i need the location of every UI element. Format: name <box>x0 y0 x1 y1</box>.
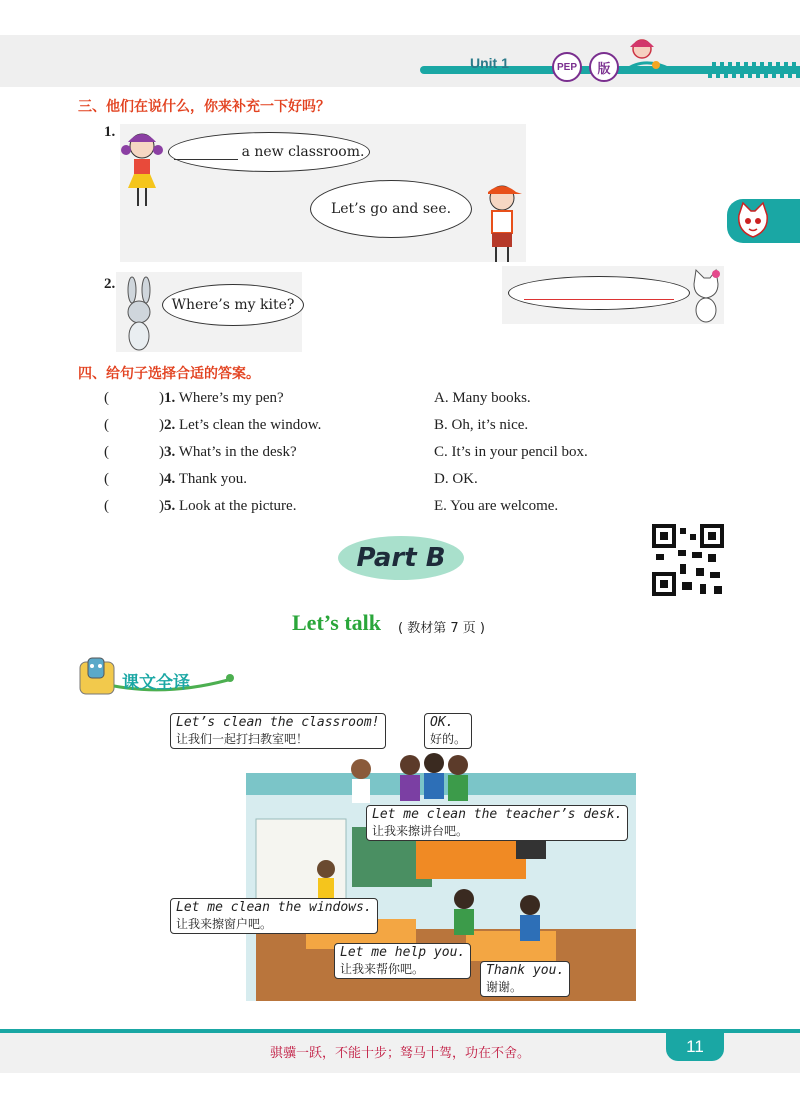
question-number: 5. <box>164 498 176 514</box>
answer-paren-open: ( <box>104 390 109 406</box>
comic-bubble-6-zh: 谢谢。 <box>486 980 523 994</box>
question-number: 2. <box>164 417 176 433</box>
classroom-comic <box>166 709 636 1001</box>
comic-bubble-5 <box>334 943 471 979</box>
answer-paren-open: ( <box>104 417 109 433</box>
boy-character-icon <box>476 178 526 264</box>
part-b-badge <box>338 536 464 580</box>
cat-character-icon <box>686 266 726 324</box>
comic-bubble-3-en: Let me clean the teacher’s desk. <box>372 807 623 822</box>
answer-paren-open: ( <box>104 444 109 460</box>
side-tab <box>727 199 800 243</box>
answer-paren-open: ( <box>104 471 109 487</box>
answer-paren-close: ) <box>159 471 164 487</box>
comic-bubble-4-en: Let me clean the windows. <box>176 900 372 915</box>
question-text: Where’s my pen? <box>178 390 284 406</box>
answer-option-d: D. OK. <box>434 471 478 487</box>
girl-mascot-icon <box>612 35 672 75</box>
speech-bubble-1a <box>168 132 370 172</box>
speech-bubble-2b <box>508 276 690 310</box>
comic-bubble-1 <box>170 713 386 749</box>
header-band <box>0 35 800 87</box>
question-text: Thank you. <box>178 471 248 487</box>
section3-title: 三、他们在说什么，你来补充一下好吗？ <box>78 99 330 115</box>
answer-paren-close: ) <box>159 444 164 460</box>
bubble-1a-text: a new classroom. <box>241 144 365 160</box>
comic-bubble-1-zh: 让我们一起打扫教室吧！ <box>176 732 309 746</box>
bubble-2a-text: Where’s my kite? <box>171 297 295 313</box>
footer-motto: 骐骥一跃，不能十步；驽马十驾，功在不舍。 <box>269 1046 530 1061</box>
edition-badge: 版 <box>589 52 619 82</box>
question-row <box>104 417 321 434</box>
comic-bubble-4-zh: 让我来擦窗户吧。 <box>176 917 273 931</box>
part-b-label: Part B <box>356 543 446 573</box>
translation-label: 课文全译 <box>122 673 190 693</box>
comic-bubble-2-en: OK. <box>430 715 454 730</box>
question-number: 1. <box>164 390 176 406</box>
comic-bubble-2-zh: 好的。 <box>430 732 467 746</box>
unit-label: Unit 1 <box>470 55 509 71</box>
question-text: What’s in the desk? <box>178 444 297 460</box>
question-row <box>104 444 297 461</box>
answer-blank[interactable] <box>174 145 238 160</box>
item-1-number: 1. <box>104 124 116 140</box>
comic-bubble-6 <box>480 961 570 997</box>
lets-talk-title: Let’s talk <box>292 610 382 635</box>
answer-paren-close: ) <box>159 498 164 514</box>
question-row <box>104 498 296 515</box>
bunny-character-icon <box>118 276 160 352</box>
girl-character-icon <box>120 126 165 212</box>
answer-paren-open: ( <box>104 498 109 514</box>
question-row <box>104 390 284 407</box>
section4-title: 四、给句子选择合适的答案。 <box>78 366 260 382</box>
comic-bubble-3 <box>366 805 628 841</box>
pep-badge: PEP <box>552 52 582 82</box>
comic-bubble-1-en: Let’s clean the classroom! <box>176 715 380 730</box>
question-text: Let’s clean the window. <box>179 417 322 433</box>
answer-paren-close: ) <box>159 417 164 433</box>
question-number: 4. <box>164 471 176 487</box>
answer-option-e: E. You are welcome. <box>434 498 559 514</box>
speech-bubble-2a <box>162 284 304 326</box>
question-number: 3. <box>164 444 176 460</box>
answer-blank-2[interactable] <box>524 287 674 300</box>
page-number: 11 <box>666 1033 724 1061</box>
qr-code-icon[interactable] <box>652 524 724 596</box>
comic-bubble-5-en: Let me help you. <box>340 945 466 960</box>
fox-mascot-icon <box>733 201 773 241</box>
comic-bubble-3-zh: 让我来擦讲台吧。 <box>372 824 469 838</box>
answer-option-a: A. Many books. <box>434 390 531 406</box>
comic-bubble-4 <box>170 898 378 934</box>
checker-decoration <box>708 62 800 78</box>
lets-talk-subtitle: ( 教材第 7 页 ) <box>398 621 485 636</box>
speech-bubble-1b <box>310 180 472 238</box>
comic-bubble-5-zh: 让我来帮你吧。 <box>340 962 425 976</box>
question-text: Look at the picture. <box>179 498 297 514</box>
answer-option-b: B. Oh, it’s nice. <box>434 417 529 433</box>
question-row <box>104 471 247 488</box>
comic-bubble-6-en: Thank you. <box>486 963 565 978</box>
item-2-number: 2. <box>104 276 116 292</box>
comic-bubble-2 <box>424 713 472 749</box>
answer-paren-close: ) <box>159 390 164 406</box>
bubble-1b-text: Let’s go and see. <box>330 201 452 217</box>
answer-option-c: C. It’s in your pencil box. <box>434 444 588 460</box>
